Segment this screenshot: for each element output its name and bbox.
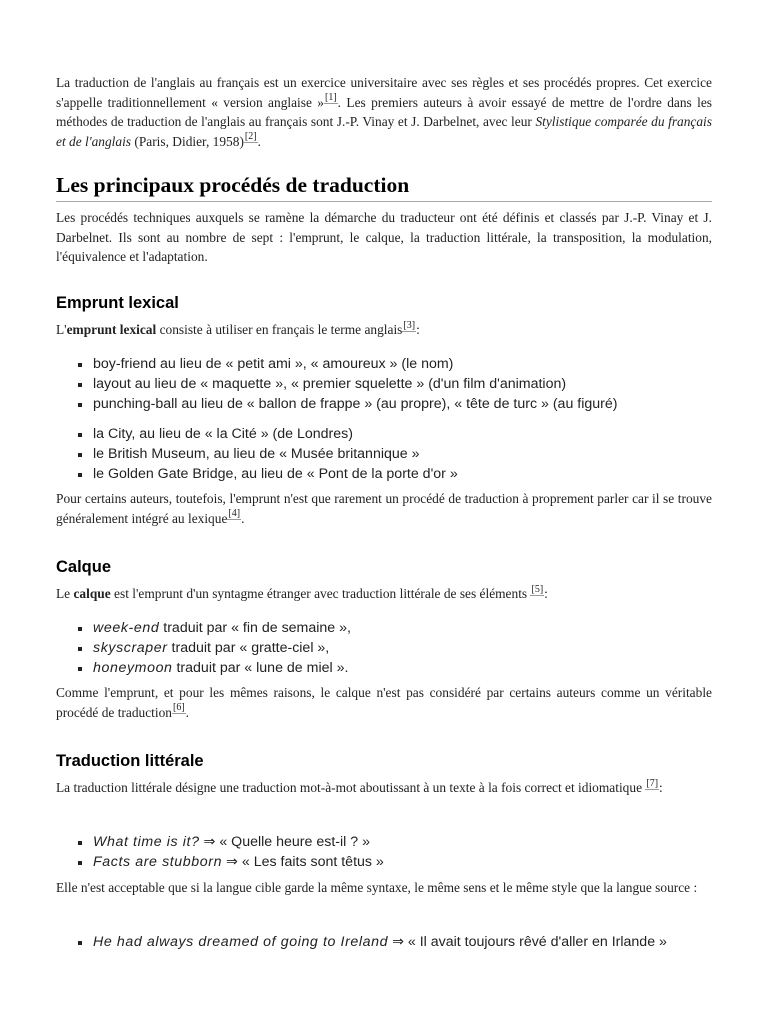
text: : — [544, 586, 548, 601]
calque-list — [56, 618, 749, 678]
text: La traduction littérale désigne une traduction mot-à-mot aboutissant à un texte à la fois correct et idiomatique — [56, 780, 646, 795]
list-item: punching-ball au lieu de « ballon de frappe » (au propre), « tête de turc » (au figuré) — [93, 394, 749, 414]
term-emprunt-lexical: emprunt lexical — [66, 322, 157, 337]
list-item — [93, 618, 749, 638]
term-calque: calque — [73, 586, 111, 601]
text: : — [416, 322, 420, 337]
translation: ⇒ « Les faits sont têtus » — [222, 854, 384, 870]
text: . — [241, 510, 245, 526]
reference-link-6[interactable]: [6] — [173, 702, 185, 714]
translation: ⇒ « Quelle heure est-il ? » — [199, 834, 370, 850]
list-item: le British Museum, au lieu de « Musée britannique » — [93, 444, 749, 464]
intro-text: (Paris, Didier, 1958) — [131, 133, 244, 149]
reference-link-2[interactable]: [2] — [244, 131, 257, 143]
list-item — [93, 832, 749, 852]
list-item: le Golden Gate Bridge, au lieu de « Pont de la porte d'or » — [93, 464, 749, 484]
litterale-list-2 — [56, 932, 749, 952]
list-item — [93, 852, 749, 872]
list-item — [93, 638, 749, 658]
emprunt-paragraph — [56, 320, 712, 340]
section-heading: Les principaux procédés de traduction — [56, 172, 712, 202]
english-sentence: What time is it? — [93, 834, 200, 850]
intro-text: La traduction de l'anglais au français est un exercice universitaire avec ses règles et ses procédés propres. Cet exercice s'appelle traditionnellement « version anglaise » — [56, 75, 712, 110]
subsection-heading-calque: Calque — [56, 558, 112, 576]
subsection-heading-emprunt: Emprunt lexical — [56, 294, 179, 312]
list-item — [93, 658, 749, 678]
litterale-paragraph-2: Elle n'est acceptable que si la langue cible garde la même syntaxe, le même sens et le même style que la langue source : — [56, 880, 698, 895]
text: est l'emprunt d'un syntagme étranger avec traduction littérale de ses éléments — [110, 586, 531, 601]
section-paragraph: Les procédés techniques auxquels se ramène la démarche du traducteur ont été définis et classés par J.-P. Vinay et J. Darbelnet. Ils sont au nombre de sept : l'emprunt, le calque, la traduction littérale, la transposition, la modulation, l'équivalence et l'adaptation. — [56, 210, 712, 264]
book-title: Stylistique comparée du français et de l'anglais — [56, 114, 712, 149]
text: Le — [56, 586, 74, 601]
list-item: la City, au lieu de « la Cité » (de Londres) — [93, 424, 749, 444]
list-item: boy-friend au lieu de « petit ami », « amoureux » (le nom) — [93, 354, 749, 374]
reference-link-1[interactable]: [1] — [325, 92, 337, 104]
translation: traduit par « fin de semaine », — [159, 620, 351, 636]
text: : — [659, 780, 663, 795]
english-sentence: Facts are stubborn — [93, 854, 223, 870]
intro-paragraph — [56, 73, 712, 151]
litterale-list — [56, 832, 749, 872]
english-term: skyscraper — [93, 640, 168, 656]
litterale-paragraph — [56, 778, 712, 798]
translation: ⇒ « Il avait toujours rêvé d'aller en Irlande » — [388, 934, 667, 950]
text: consiste à utiliser en français le terme anglais — [156, 322, 403, 337]
translation: traduit par « lune de miel ». — [172, 660, 349, 676]
translation: traduit par « gratte-ciel », — [167, 640, 330, 656]
text: . — [185, 704, 190, 720]
english-sentence: He had always dreamed of going to Ireland — [93, 934, 389, 950]
english-term: week-end — [93, 620, 160, 636]
english-term: honeymoon — [93, 660, 173, 676]
list-item: layout au lieu de « maquette », « premier squelette » (d'un film d'animation) — [93, 374, 749, 394]
reference-link-5[interactable]: [5] — [531, 583, 544, 595]
emprunt-list-2 — [56, 424, 749, 484]
reference-link-4[interactable]: [4] — [228, 508, 241, 520]
reference-link-3[interactable]: [3] — [403, 319, 416, 331]
emprunt-list-1 — [56, 354, 749, 414]
intro-text: . Les premiers auteurs à avoir essayé de mettre de l'ordre dans les méthodes de traduction de l'anglais au français sont J.-P. Vinay et J. Darbelnet, avec leur — [56, 94, 713, 129]
reference-link-7[interactable]: [7] — [646, 777, 659, 789]
text: L' — [56, 322, 67, 337]
text: Pour certains auteurs, toutefois, l'emprunt n'est que rarement un procédé de traduction à proprement parler car il se trouve généralement intégré au lexique — [56, 491, 712, 526]
intro-text: . — [257, 133, 261, 149]
calque-paragraph-2 — [56, 683, 712, 722]
calque-paragraph — [56, 584, 712, 604]
subsection-heading-litterale: Traduction littérale — [56, 752, 204, 770]
emprunt-paragraph-2 — [56, 489, 712, 528]
list-item — [93, 932, 749, 952]
text: Comme l'emprunt, et pour les mêmes raisons, le calque n'est pas considéré par certains auteurs comme un véritable procédé de traduction — [56, 685, 712, 720]
